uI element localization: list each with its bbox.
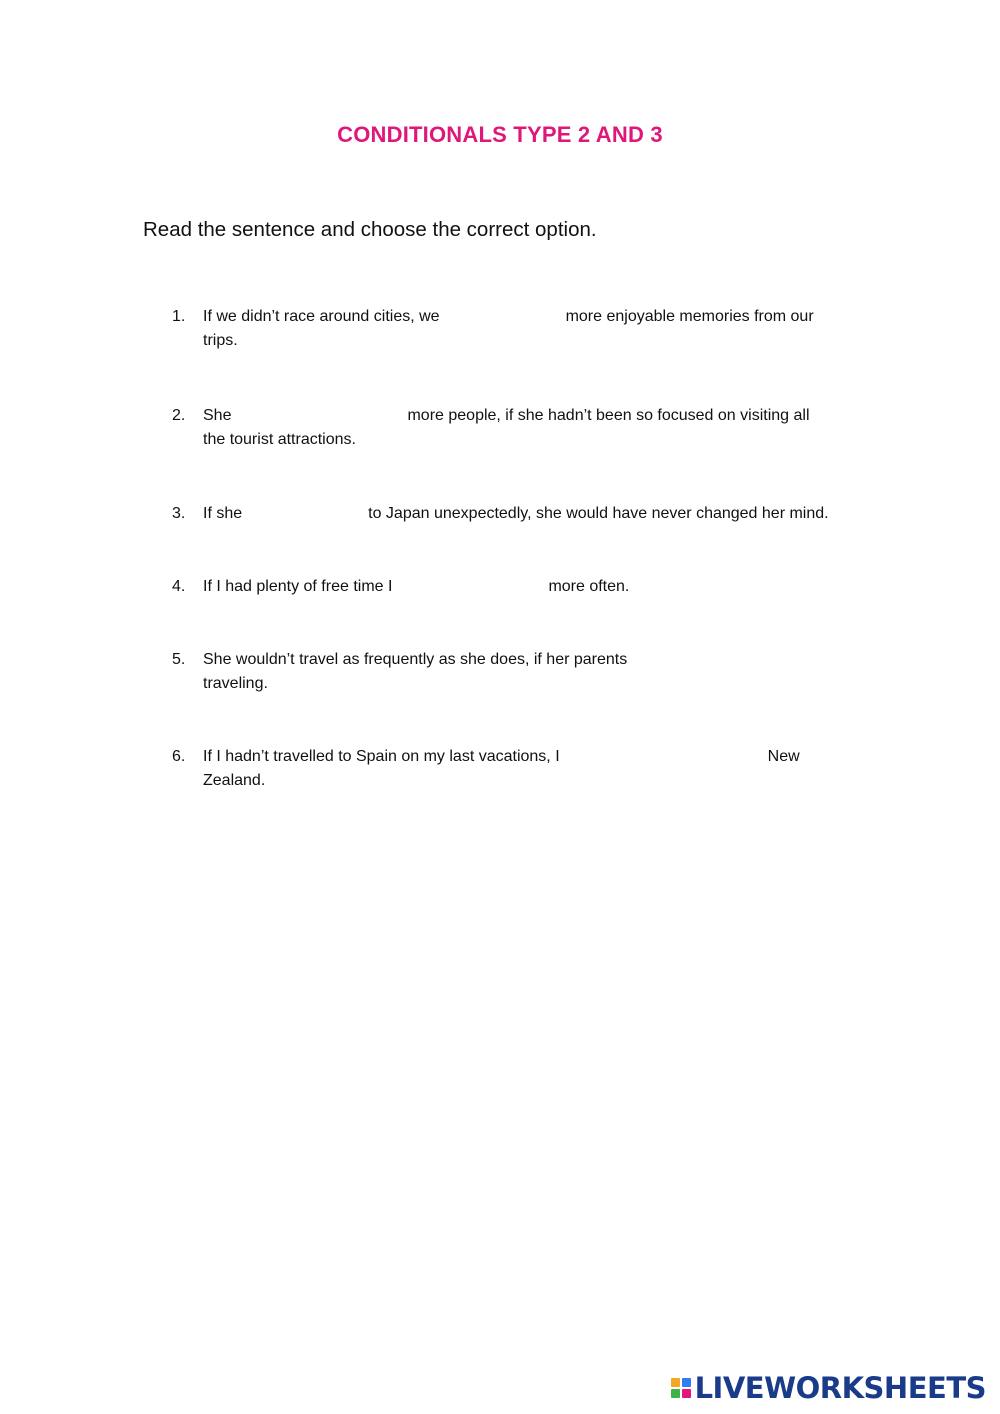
question-text: She	[203, 407, 232, 424]
answer-blank[interactable]	[392, 577, 548, 597]
question-text: more often.	[548, 578, 630, 595]
logo-square-1	[671, 1378, 680, 1387]
question-text: If I had plenty of free time I	[203, 578, 393, 595]
logo-text: LIVEWORKSHEETS	[694, 1371, 986, 1405]
answer-blank[interactable]	[440, 307, 566, 327]
question-text-continued: trips.	[203, 332, 238, 349]
question-number: 1.	[172, 308, 186, 325]
question-number: 2.	[172, 407, 186, 424]
instructions: Read the sentence and choose the correct option.	[143, 218, 597, 241]
answer-blank[interactable]	[231, 406, 407, 426]
question-text: New	[767, 748, 800, 765]
liveworksheets-logo	[671, 1370, 986, 1406]
question-text: If she	[203, 505, 243, 522]
question-number: 6.	[172, 748, 186, 765]
worksheet-title: CONDITIONALS TYPE 2 AND 3	[337, 122, 663, 147]
question-number: 3.	[172, 505, 186, 522]
question-text-continued: Zealand.	[203, 772, 266, 789]
answer-blank[interactable]	[560, 747, 768, 767]
answer-blank[interactable]	[627, 650, 817, 670]
logo-square-2	[682, 1378, 691, 1387]
question-text: more enjoyable memories from our	[565, 308, 814, 325]
question-number: 4.	[172, 578, 186, 595]
liveworksheets-logo-icon	[671, 1378, 691, 1398]
question-text: She wouldn’t travel as frequently as she does, if her parents	[203, 651, 628, 668]
question-text-continued: the tourist attractions.	[203, 431, 356, 448]
logo-square-4	[682, 1389, 691, 1398]
question-text: more people, if she hadn’t been so focused on visiting all	[407, 407, 810, 424]
answer-blank[interactable]	[242, 504, 368, 524]
question-text-continued: traveling.	[203, 675, 268, 692]
logo-square-3	[671, 1389, 680, 1398]
question-text: If I hadn’t travelled to Spain on my last vacations, I	[203, 748, 560, 765]
question-text: If we didn’t race around cities, we	[203, 308, 440, 325]
question-number: 5.	[172, 651, 186, 668]
question-text: to Japan unexpectedly, she would have never changed her mind.	[368, 505, 829, 522]
